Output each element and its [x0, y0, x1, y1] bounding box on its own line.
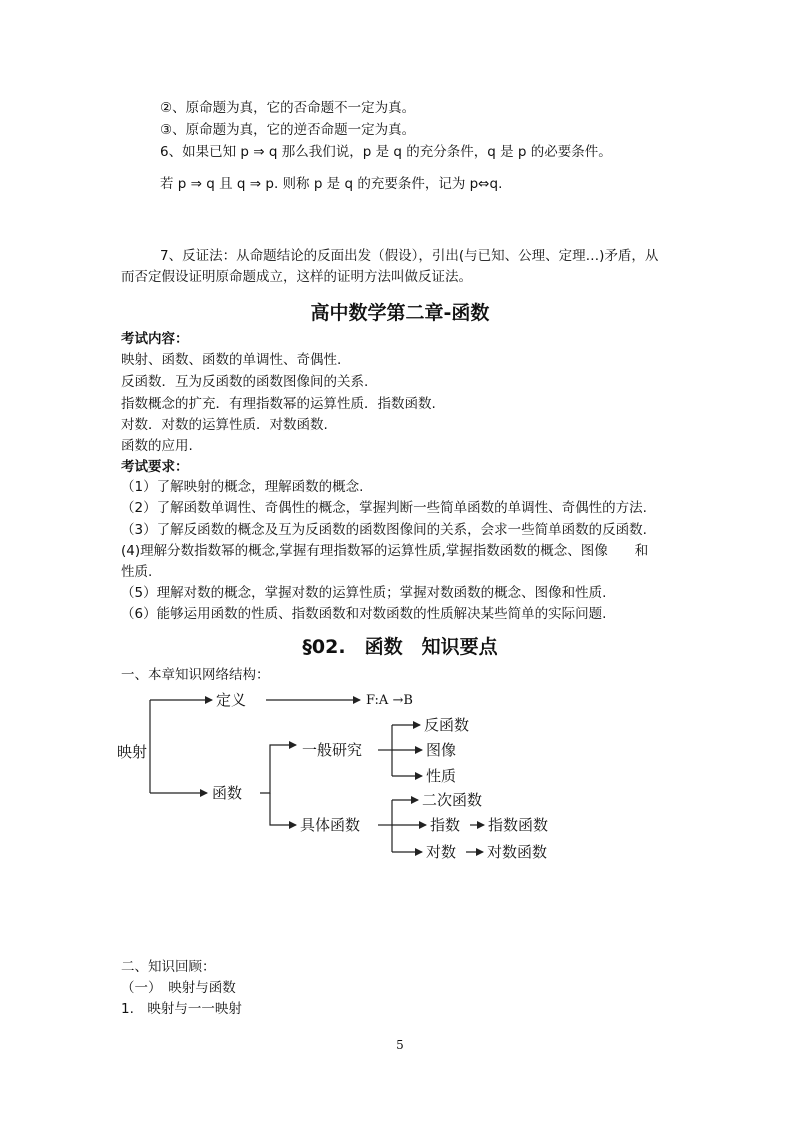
- exam-content-line: 映射、函数、函数的单调性、奇偶性.: [121, 352, 342, 368]
- node-root: 映射: [117, 743, 148, 761]
- node-definition: 定义: [216, 691, 247, 709]
- node-function: 函数: [212, 784, 243, 802]
- prev-item-6: 6、如果已知 p ⇒ q 那么我们说，p 是 q 的充分条件，q 是 p 的必要条件。: [160, 144, 612, 160]
- exam-requirement-line: （3）了解反函数的概念及互为反函数的函数图像间的关系，会求一些简单函数的反函数.: [121, 522, 647, 538]
- prev-item-6b: 若 p ⇒ q 且 q ⇒ p. 则称 p 是 q 的充要条件，记为 p⇔q.: [160, 176, 503, 192]
- exam-content-line: 函数的应用.: [121, 438, 193, 454]
- exam-requirement-line: （5）理解对数的概念，掌握对数的运算性质；掌握对数函数的概念、图像和性质.: [121, 585, 607, 601]
- node-quadratic: 二次函数: [422, 791, 483, 809]
- node-mapping: F:A →B: [366, 693, 413, 708]
- node-exp-func: 指数函数: [488, 816, 549, 834]
- exam-content-heading: 考试内容：: [121, 331, 189, 347]
- section-title: §02. 函数 知识要点: [302, 636, 498, 658]
- prev-item-7b: 而否定假设证明原命题成立，这样的证明方法叫做反证法。: [121, 269, 472, 285]
- node-log: 对数: [426, 843, 457, 861]
- prev-item-3: ③、原命题为真，它的逆否命题一定为真。: [160, 122, 416, 138]
- exam-requirement-line: 性质.: [121, 564, 153, 580]
- exam-content-line: 指数概念的扩充．有理指数幂的运算性质．指数函数.: [121, 396, 436, 412]
- exam-content-line: 对数．对数的运算性质．对数函数.: [121, 417, 328, 433]
- node-exponent: 指数: [430, 816, 461, 834]
- exam-requirement-line: （1）了解映射的概念，理解函数的概念.: [121, 479, 364, 495]
- prev-item-7a: 7、反证法：从命题结论的反面出发（假设），引出(与已知、公理、定理…)矛盾，从: [160, 248, 659, 264]
- arrow-to-specific: [270, 793, 296, 825]
- exam-requirement-line: (4)理解分数指数幂的概念,掌握有理指数幂的运算性质,掌握指数函数的概念、图像 和: [121, 543, 649, 559]
- network-heading: 一、本章知识网络结构：: [121, 667, 270, 683]
- chapter-title: 高中数学第二章-函数: [310, 302, 490, 324]
- node-log-func: 对数函数: [487, 843, 548, 861]
- exam-requirement-line: （2）了解函数单调性、奇偶性的概念，掌握判断一些简单函数的单调性、奇偶性的方法.: [121, 500, 647, 516]
- exam-requirements-heading: 考试要求：: [121, 459, 189, 475]
- review-subheading-2: 1. 映射与一一映射: [121, 1001, 242, 1017]
- exam-requirement-line: （6）能够运用函数的性质、指数函数和对数函数的性质解决某些简单的实际问题.: [121, 606, 607, 622]
- review-subheading-1: （一） 映射与函数: [121, 980, 236, 996]
- arrow-to-general: [260, 745, 296, 793]
- prev-item-2: ②、原命题为真，它的否命题不一定为真。: [160, 100, 416, 116]
- node-inverse: 反函数: [424, 716, 470, 734]
- review-heading: 二、知识回顾：: [121, 959, 216, 975]
- node-general: 一般研究: [302, 741, 363, 759]
- node-specific: 具体函数: [300, 816, 361, 834]
- node-graph: 图像: [426, 741, 457, 759]
- node-property: 性质: [426, 767, 457, 785]
- page-number: 5: [396, 1038, 404, 1052]
- exam-content-line: 反函数．互为反函数的函数图像间的关系.: [121, 374, 369, 390]
